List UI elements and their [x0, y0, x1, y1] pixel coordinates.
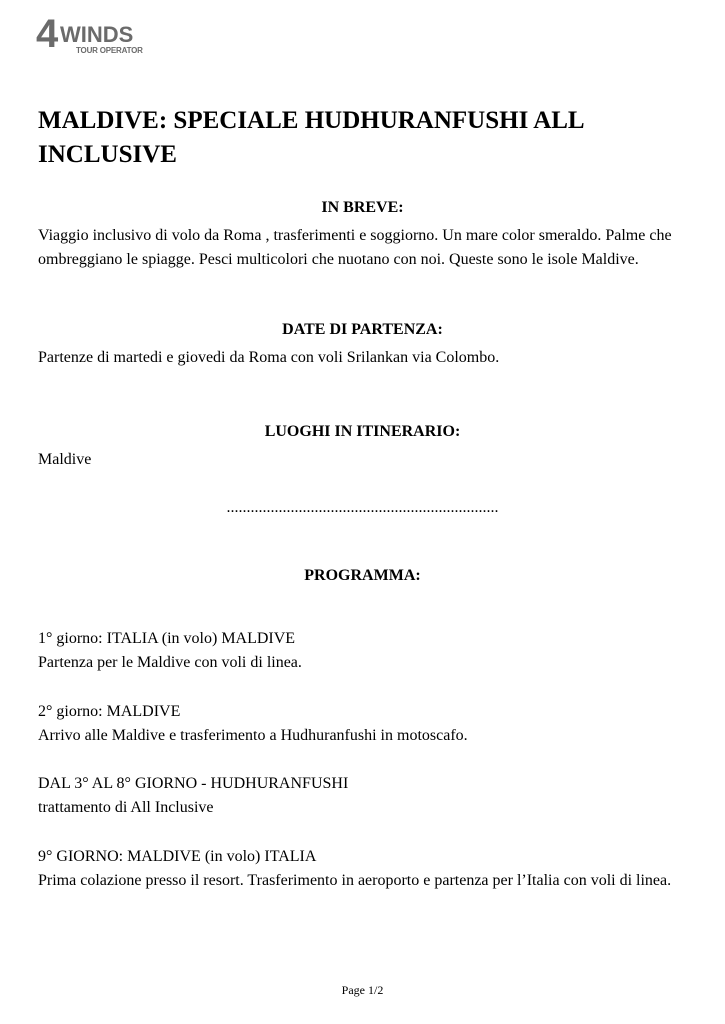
day-text: Partenza per le Maldive con voli di linea.	[38, 654, 302, 671]
paragraph-date-partenza: Partenze di martedi e giovedi da Roma con voli Srilankan via Colombo.	[38, 349, 500, 366]
paragraph-in-breve: Viaggio inclusivo di volo da Roma , trasferimenti e soggiorno. Un mare color smeraldo. Palme che ombreggiano le spiagge. Pesci multicolori che nuotano con noi. Queste sono le isole Maldive.	[38, 227, 672, 268]
logo-subtitle: TOUR OPERATOR	[76, 46, 143, 55]
heading-programma: PROGRAMMA:	[304, 567, 421, 584]
dotted-separator: ....................................................................	[226, 499, 499, 516]
day-title: 1° giorno: ITALIA (in volo) MALDIVE	[38, 630, 296, 647]
day-title: 2° giorno: MALDIVE	[38, 703, 181, 720]
day-text: Arrivo alle Maldive e trasferimento a Hudhuranfushi in motoscafo.	[38, 727, 468, 744]
logo-word: WINDS	[60, 22, 134, 47]
paragraph-luoghi: Maldive	[38, 451, 92, 468]
program-day-2	[38, 700, 690, 748]
logo-digit: 4	[36, 12, 57, 56]
heading-date-partenza: DATE DI PARTENZA:	[282, 321, 443, 338]
page-number: Page 1/2	[341, 983, 384, 997]
day-title: 9° GIORNO: MALDIVE (in volo) ITALIA	[38, 848, 317, 865]
program-day-1	[38, 627, 690, 675]
heading-in-breve: IN BREVE:	[321, 199, 404, 216]
day-text: Prima colazione presso il resort. Trasferimento in aeroporto e partenza per l’Italia con voli di linea.	[38, 872, 672, 889]
program-day-3-8	[38, 772, 690, 820]
day-title: DAL 3° AL 8° GIORNO - HUDHURANFUSHI	[38, 775, 349, 792]
document-title: MALDIVE: SPECIALE HUDHURANFUSHI ALL INCLUSIVE	[38, 107, 584, 168]
heading-luoghi: LUOGHI IN ITINERARIO:	[264, 423, 461, 440]
company-logo	[36, 12, 146, 60]
program-day-9	[38, 845, 690, 893]
day-text: trattamento di All Inclusive	[38, 799, 214, 816]
